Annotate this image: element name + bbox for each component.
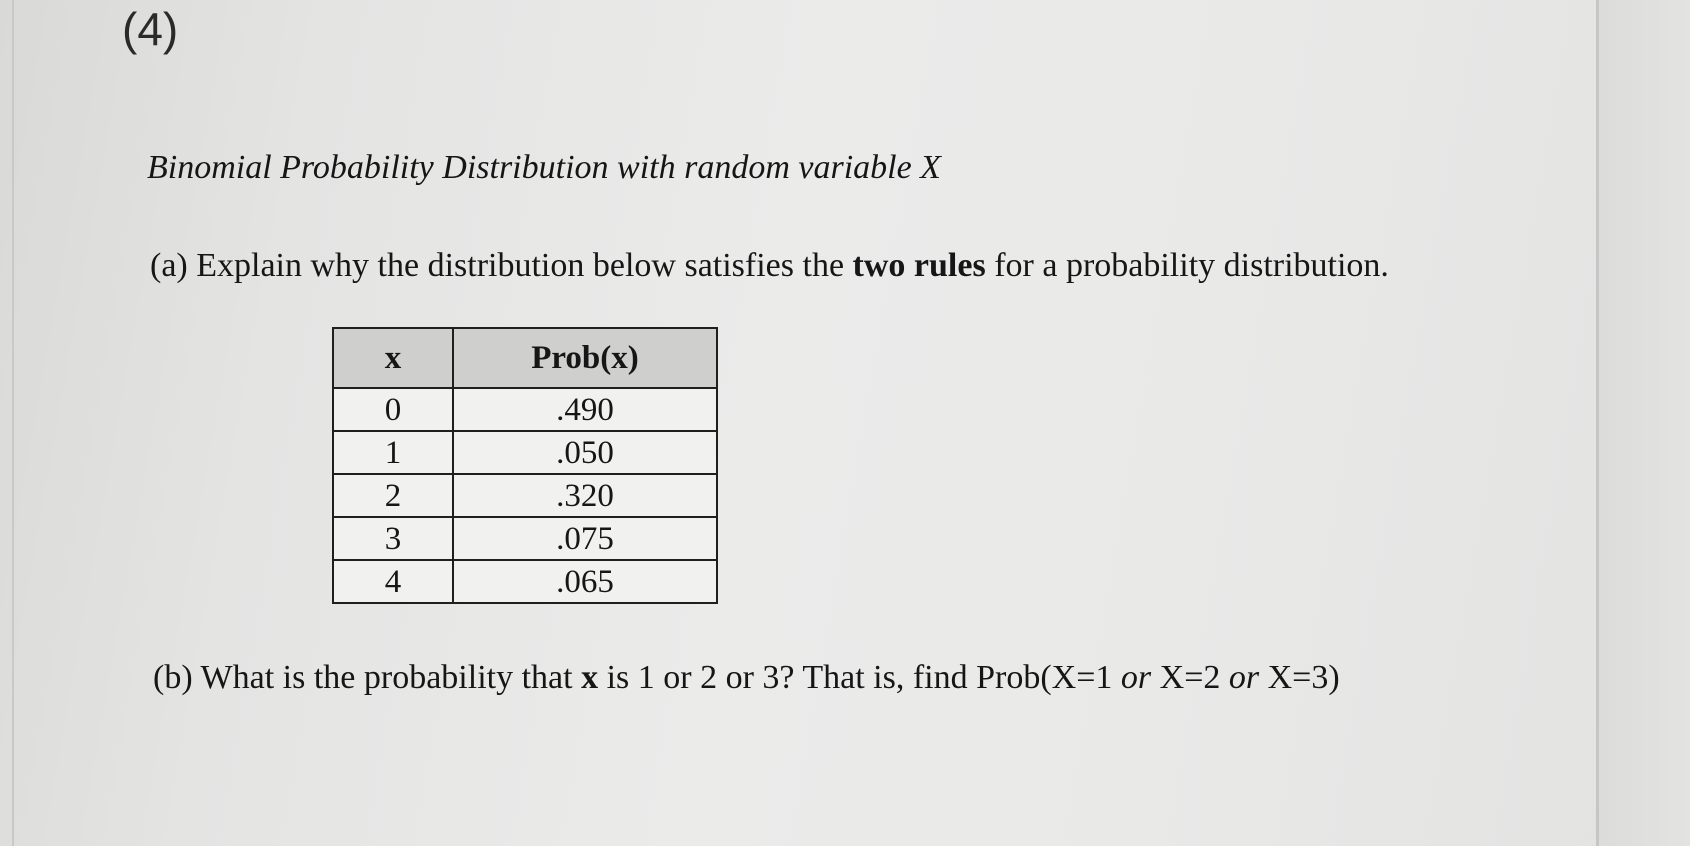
cell-prob: .075 — [453, 517, 717, 560]
part-b-label: (b) — [153, 659, 193, 696]
table-row — [333, 474, 717, 517]
part-b-text-3: X=2 — [1159, 659, 1221, 696]
part-a-text-1: Explain why the distribution below satisfies the — [196, 247, 845, 284]
column-header-prob: Prob(x) — [453, 328, 717, 388]
cell-x: 1 — [333, 431, 453, 474]
probability-table — [332, 327, 718, 604]
column-header-x: x — [333, 328, 453, 388]
table-row — [333, 431, 717, 474]
cell-prob: .050 — [453, 431, 717, 474]
part-b-text-2: is 1 or 2 or 3? That is, find Prob(X=1 — [606, 659, 1113, 696]
sheet-left-edge — [12, 0, 14, 846]
part-b-bold-x: x — [581, 659, 599, 696]
part-b-question — [153, 656, 1340, 700]
background-outside-sheet — [1599, 0, 1690, 846]
cell-x: 4 — [333, 560, 453, 603]
part-a-question — [150, 244, 1389, 288]
cell-prob: .320 — [453, 474, 717, 517]
part-b-text-4: X=3) — [1267, 659, 1340, 696]
problem-heading: Binomial Probability Distribution with random variable X — [147, 149, 941, 186]
part-b-or-1: or — [1120, 659, 1152, 696]
cell-prob: .065 — [453, 560, 717, 603]
part-b-or-2: or — [1228, 659, 1260, 696]
table-row — [333, 560, 717, 603]
table-row — [333, 388, 717, 431]
cell-prob: .490 — [453, 388, 717, 431]
cell-x: 3 — [333, 517, 453, 560]
table-header-row — [333, 328, 717, 388]
problem-number: (4) — [122, 3, 179, 55]
sheet-right-edge — [1596, 0, 1599, 846]
cell-x: 2 — [333, 474, 453, 517]
part-a-text-2: for a probability distribution. — [994, 247, 1389, 284]
part-a-bold-text: two rules — [852, 247, 986, 284]
part-b-text-1: What is the probability that — [200, 659, 573, 696]
cell-x: 0 — [333, 388, 453, 431]
part-a-label: (a) — [150, 247, 188, 284]
table-row — [333, 517, 717, 560]
